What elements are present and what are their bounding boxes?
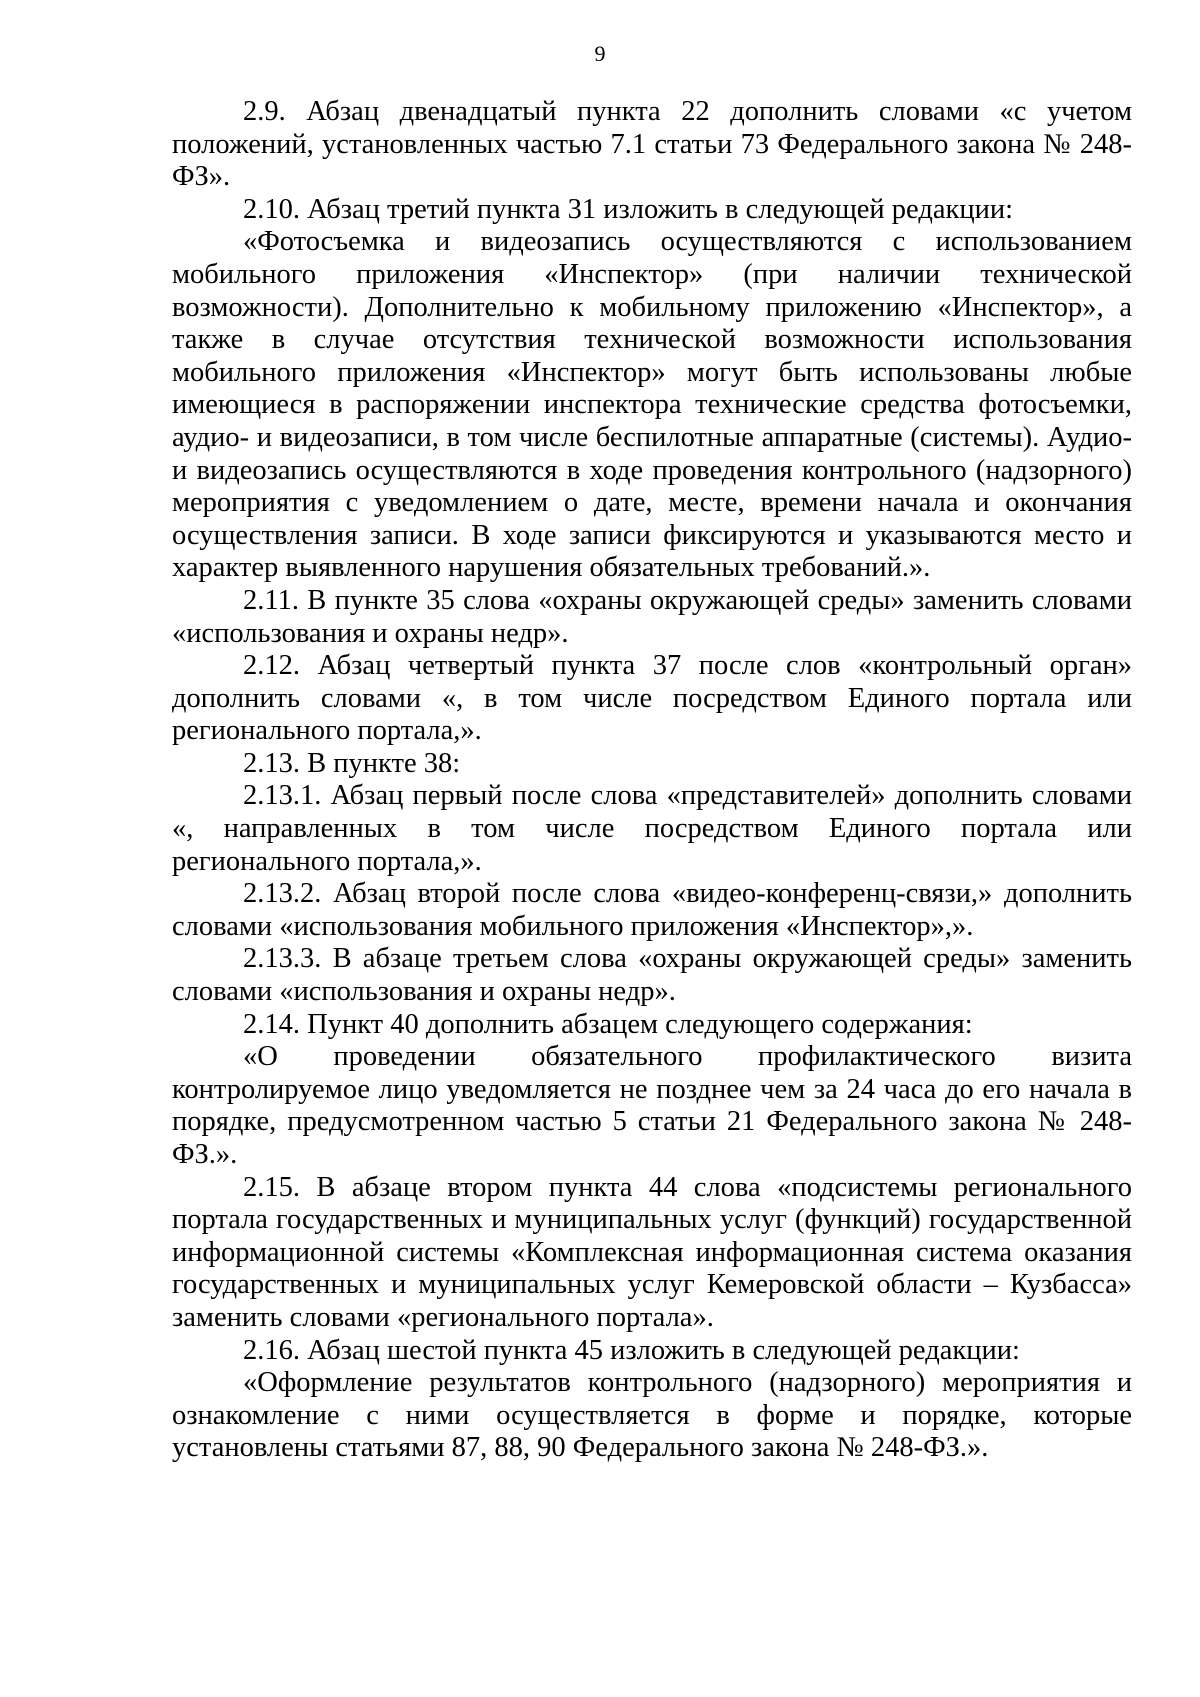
paragraph-2-10: 2.10. Абзац третий пункта 31 изложить в следующей редакции: bbox=[243, 193, 1013, 225]
document-body bbox=[172, 96, 1132, 1465]
paragraph-2-11: 2.11. В пункте 35 слова «охраны окружающей среды» заменить словами «использования и охраны недр». bbox=[172, 584, 1132, 649]
page-number: 9 bbox=[594, 41, 606, 66]
paragraph-2-10-quote: «Фотосъемка и видеозапись осуществляются с использованием мобильного приложения «Инспектор» (при наличии технической возможности). Дополнительно к мобильному приложению «Инспектор», а также в случае отсутствия технической возможности использования мобильного приложения «Инспектор» могут быть использованы любые имеющиеся в распоряжении инспектора технические средства фотосъемки, аудио- и видеозаписи, в том числе беспилотные аппаратные (системы). Аудио- и видеозапись осуществляются в ходе проведения контрольного (надзорного) мероприятия с уведомлением о дате, месте, времени начала и окончания осуществления записи. В ходе записи фиксируются и указываются место и характер выявленного нарушения обязательных требований.». bbox=[172, 226, 1132, 584]
paragraph-2-12: 2.12. Абзац четвертый пункта 37 после слов «контрольный орган» дополнить словами «, в том числе посредством Единого портала или регионального портала,». bbox=[172, 650, 1132, 747]
paragraph-2-13-2: 2.13.2. Абзац второй после слова «видео-конференц-связи,» дополнить словами «использования мобильного приложения «Инспектор»,». bbox=[172, 878, 1132, 942]
paragraph-2-13-3: 2.13.3. В абзаце третьем слова «охраны окружающей среды» заменить словами «использования и охраны недр». bbox=[172, 943, 1132, 1008]
paragraph-2-9: 2.9. Абзац двенадцатый пункта 22 дополнить словами «с учетом положений, установленных частью 7.1 статьи 73 Федерального закона № 248-ФЗ». bbox=[172, 96, 1132, 193]
paragraph-2-16: 2.16. Абзац шестой пункта 45 изложить в следующей редакции: bbox=[243, 1334, 1020, 1366]
paragraph-2-14-quote: «О проведении обязательного профилактического визита контролируемое лицо уведомляется не позднее чем за 24 часа до его начала в порядке, предусмотренном частью 5 статьи 21 Федерального закона № 248-ФЗ.». bbox=[172, 1041, 1132, 1170]
paragraph-2-16-quote: «Оформление результатов контрольного (надзорного) мероприятия и ознакомление с ними осуществляется в форме и порядке, которые установлены статьями 87, 88, 90 Федерального закона № 248-ФЗ.». bbox=[172, 1367, 1132, 1464]
paragraph-2-15: 2.15. В абзаце втором пункта 44 слова «подсистемы регионального портала государственных и муниципальных услуг (функций) государственной информационной системы «Комплексная информационная система оказания государственных и муниципальных услуг Кемеровской области – Кузбасса» заменить словами «регионального портала». bbox=[172, 1171, 1132, 1333]
paragraph-2-14: 2.14. Пункт 40 дополнить абзацем следующего содержания: bbox=[243, 1008, 973, 1040]
paragraph-2-13-1: 2.13.1. Абзац первый после слова «представителей» дополнить словами «, направленных в том числе посредством Единого портала или регионального портала,». bbox=[172, 780, 1132, 877]
paragraph-2-13: 2.13. В пункте 38: bbox=[243, 747, 461, 779]
